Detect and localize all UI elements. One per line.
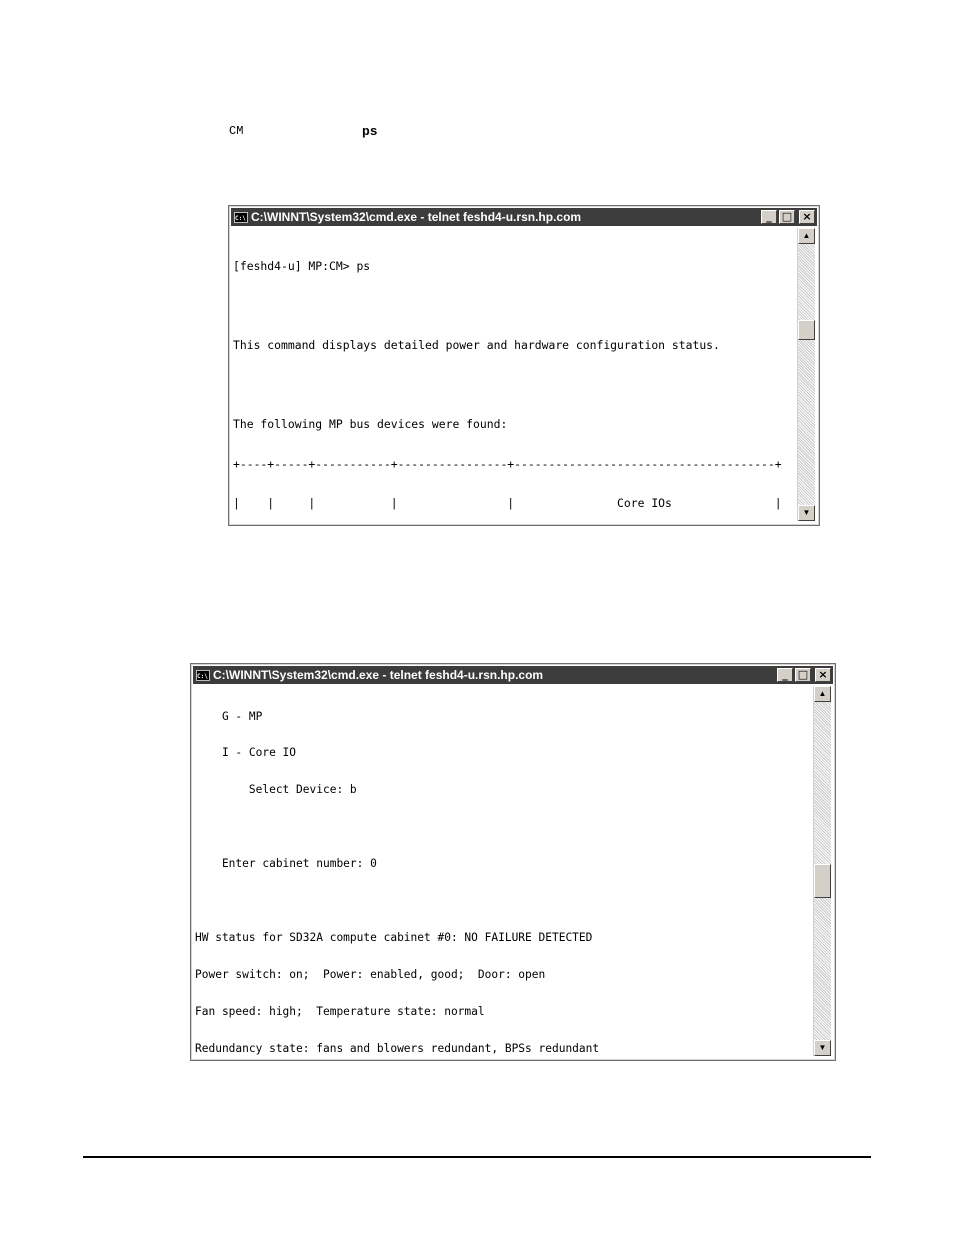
console-line: I - Core IO bbox=[195, 746, 297, 760]
minimize-button[interactable]: _ bbox=[777, 668, 793, 682]
scroll-thumb[interactable] bbox=[798, 320, 815, 340]
close-button[interactable]: × bbox=[815, 668, 831, 682]
console-window-ps bbox=[228, 205, 820, 526]
scroll-down-arrow-icon[interactable]: ▼ bbox=[798, 505, 815, 521]
minimize-button[interactable]: _ bbox=[761, 210, 777, 224]
console-line: Enter cabinet number: 0 bbox=[195, 857, 377, 871]
console-output[interactable] bbox=[233, 234, 797, 521]
console-line: HW status for SD32A compute cabinet #0: NO FAILURE DETECTED bbox=[195, 930, 593, 944]
window-title: C:\WINNT\System32\cmd.exe - telnet feshd4-u.rsn.hp.com bbox=[213, 668, 544, 682]
vertical-scrollbar[interactable] bbox=[813, 686, 831, 1056]
console-line: [feshd4-u] MP:CM> ps bbox=[233, 259, 371, 274]
command-name: ps bbox=[362, 124, 378, 139]
scroll-up-arrow-icon[interactable]: ▲ bbox=[798, 228, 815, 244]
scroll-thumb[interactable] bbox=[814, 864, 831, 898]
command-label: CM bbox=[229, 124, 244, 138]
console-line bbox=[195, 821, 813, 833]
console-line: G - MP bbox=[195, 709, 263, 723]
title-bar[interactable] bbox=[231, 208, 817, 226]
console-line: Redundancy state: fans and blowers redundant, BPSs redundant bbox=[195, 1041, 600, 1055]
cmd-app-icon: C:\ bbox=[234, 212, 248, 223]
scroll-down-arrow-icon[interactable]: ▼ bbox=[814, 1040, 831, 1056]
maximize-button[interactable]: □ bbox=[795, 668, 811, 682]
console-line: | | | | | Core IOs | bbox=[233, 496, 782, 511]
console-output[interactable] bbox=[195, 686, 813, 1056]
console-line: Select Device: b bbox=[195, 783, 357, 797]
console-line bbox=[233, 379, 797, 392]
scroll-up-arrow-icon[interactable]: ▲ bbox=[814, 686, 831, 702]
cmd-app-icon: C:\ bbox=[196, 670, 210, 681]
maximize-button[interactable]: □ bbox=[779, 210, 795, 224]
console-line: Fan speed: high; Temperature state: normal bbox=[195, 1004, 485, 1018]
console-line bbox=[195, 895, 813, 907]
console-line: The following MP bus devices were found: bbox=[233, 417, 508, 432]
vertical-scrollbar[interactable] bbox=[797, 228, 815, 521]
console-line bbox=[233, 300, 797, 313]
console-window-cabinet-status bbox=[190, 663, 836, 1061]
console-line: This command displays detailed power and hardware configuration status. bbox=[233, 338, 720, 353]
close-button[interactable]: × bbox=[799, 210, 815, 224]
window-title: C:\WINNT\System32\cmd.exe - telnet feshd4-u.rsn.hp.com bbox=[251, 210, 582, 224]
console-line: +----+-----+-----------+----------------+--------------------------------------+ bbox=[233, 456, 782, 471]
title-bar[interactable] bbox=[193, 666, 833, 684]
console-line: Power switch: on; Power: enabled, good; Door: open bbox=[195, 967, 546, 981]
footer-rule bbox=[83, 1156, 871, 1158]
